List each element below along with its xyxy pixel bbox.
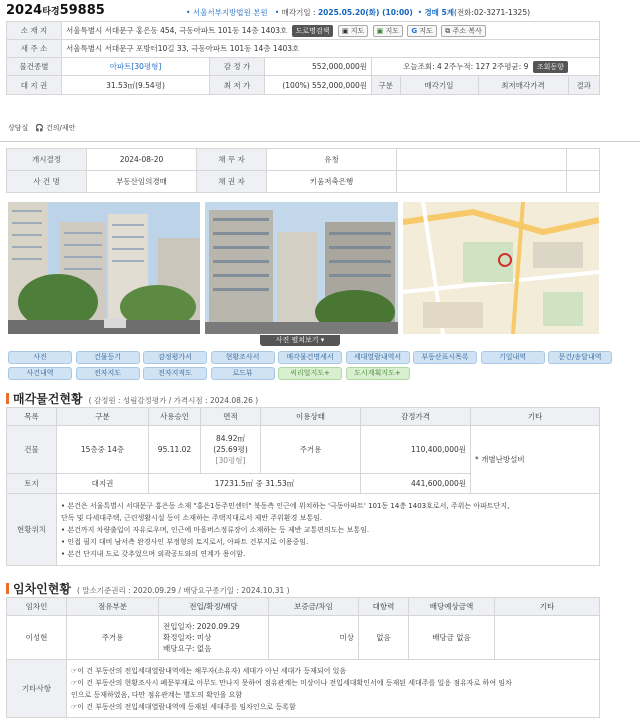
history-col-type: 구분 [372, 76, 400, 94]
map-image [403, 202, 599, 334]
area-sqm: 84.92㎡ [216, 434, 245, 443]
map-icon: ▣ [341, 26, 349, 35]
tenant-dates [159, 616, 269, 660]
case-number: 59885 [59, 3, 105, 18]
start-value: 2024-08-20 [87, 149, 197, 171]
case-value: 부동산임의경매 [87, 171, 197, 193]
tab-button[interactable]: 도시계획지도+ [346, 367, 410, 380]
tenant-opposing: 없음 [359, 616, 409, 660]
col-header: 기타 [471, 408, 600, 426]
land-row-label: 토지 [7, 474, 57, 494]
court-link[interactable]: 서울서부지방법원 본원 [192, 8, 268, 17]
map-button-3[interactable] [407, 25, 437, 37]
building-approval: 95.11.02 [149, 426, 201, 474]
divider [0, 141, 640, 142]
status-notes [57, 494, 600, 566]
tenant-name: 이성현 [7, 616, 67, 660]
col-header: 사용승인 [149, 408, 201, 426]
dept-phone: (전화:02-3271-1325) [454, 8, 531, 17]
tenant-title: 임차인현황 [13, 582, 71, 596]
new-address-label: 새 주 소 [7, 40, 62, 58]
dept: 경매 5계 [424, 8, 455, 17]
bullet-icon: • [417, 8, 423, 17]
col-header: 배당예상금액 [409, 598, 495, 616]
empty-cell [567, 171, 600, 193]
etc-note: ☞이 건 부동산의 현황조사시 폐문부재로 아무도 만나지 못하여 점유관계는 미상이나 전입세대확인서에 등재된 세대주를 일응 점유자로 하여 임차 [71, 678, 512, 687]
status-note: • 본건까지 차량출입이 자유로우며, 인근에 마을버스정류장이 소재하는 등 제반 교통편의도는 보통임. [61, 525, 370, 534]
headset-icon: 🎧 [34, 124, 44, 132]
land-value: 31.53㎡(9.54평) [62, 76, 210, 95]
info-table [6, 21, 600, 95]
building-use: 주거용 [261, 426, 361, 474]
col-header: 감정가격 [361, 408, 471, 426]
photo-1[interactable] [8, 202, 200, 334]
map-button-3-label: 지도 [419, 26, 433, 35]
empty-cell [397, 171, 567, 193]
appraisal-label: 감 정 가 [210, 58, 265, 76]
start-label: 개시결정 [7, 149, 87, 171]
table-header-row [7, 408, 600, 426]
table-row [7, 494, 600, 566]
consult-label: 상담실 [8, 124, 29, 132]
col-header: 임차인 [7, 598, 67, 616]
road-search-button[interactable]: 도로명검색 [292, 25, 334, 37]
tab-button[interactable]: 씨리얼지도+ [278, 367, 342, 380]
auction-date-label: 매각기일 : [281, 8, 316, 17]
tab-button[interactable]: 전자지적도 [143, 367, 207, 380]
tab-button[interactable]: 부동산표시목록 [413, 351, 477, 364]
tab-button[interactable]: 로드뷰 [211, 367, 275, 380]
col-header: 기타 [495, 598, 600, 616]
area-pyeong: (25.69평) [213, 445, 248, 454]
history-col-price: 최저매각가격 [478, 76, 568, 94]
building-area [201, 426, 261, 474]
map-icon: ▣ [376, 26, 384, 35]
etc-label: 기타사항 [7, 660, 67, 718]
case-type: 타경 [42, 7, 60, 17]
table-row [7, 616, 600, 660]
col-header: 전입/확정/배당 [159, 598, 269, 616]
tenant-table [6, 597, 600, 718]
status-note: • 인접 필지 대비 남서측 완경사인 부정형의 토지로서, 아파트 건부지로 이용중임. [61, 537, 309, 546]
table-header-row [7, 598, 600, 616]
empty-cell [397, 149, 567, 171]
address-text: 서울특별시 서대문구 홍은동 454, 극동아파트 101동 14층 1403호 [66, 25, 288, 35]
status-note: • 본건은 서울특별시 서대문구 홍은동 소재 "홍은1동주민센터" 북동측 인근에 위치하는 '극동아파트' 101동 14층 1403호로서, 주위는 아파트단지, [61, 501, 510, 510]
property-subtitle: ( 감정원 : 성림감정평가 / 가격시점 : 2024.08.26 ) [88, 396, 259, 405]
apartment-photo-image [8, 202, 200, 334]
history-col-result: 결과 [568, 76, 599, 94]
map-button-1[interactable] [338, 25, 368, 37]
etc-note: ☞이 건 부동산의 전입세대열람내역에는 채무자(소유자) 세대가 아닌 세대가 등재되어 있음 [71, 666, 347, 675]
table-row [7, 426, 600, 474]
fixed-date: 확정일자: 미상 [163, 633, 212, 642]
status-label: 현황위치 [7, 494, 57, 566]
land-price: 441,600,000원 [361, 474, 471, 494]
col-header: 면적 [201, 408, 261, 426]
tenant-part: 주거용 [67, 616, 159, 660]
min-price-value: (100%) 552,000,000원 [265, 76, 372, 95]
views-cell [372, 58, 600, 76]
col-header: 목록 [7, 408, 57, 426]
section-bar-icon [6, 393, 9, 404]
col-header: 대항력 [359, 598, 409, 616]
dividend-request: 배당요구: 없음 [163, 644, 212, 653]
tab-button[interactable]: 사건내역 [8, 367, 72, 380]
tab-button[interactable]: 감정평가서 [143, 351, 207, 364]
appraisal-value: 552,000,000원 [265, 58, 372, 76]
map-button-2[interactable] [373, 25, 403, 37]
tab-button[interactable]: 사진 [8, 351, 72, 364]
bullet-icon: • [274, 8, 280, 17]
min-price-label: 최 저 가 [210, 76, 265, 95]
tenant-expected: 배당금 없음 [409, 616, 495, 660]
address-copy-label: 주소 복사 [452, 26, 482, 35]
tab-button[interactable]: 기일내역 [481, 351, 545, 364]
creditor-value: 키움저축은행 [267, 171, 397, 193]
col-header: 이용상태 [261, 408, 361, 426]
map-button-2-label: 지도 [385, 26, 399, 35]
etc-note: ☞이 건 부동산의 전입세대열람내역에 등재된 세대주를 임차인으로 등록함 [71, 702, 296, 711]
photo-3[interactable] [403, 202, 599, 334]
type-value: 아파트[30평형] [62, 58, 210, 76]
debtor-value: 유청 [267, 149, 397, 171]
tab-button[interactable]: 매각물건명세서 [278, 351, 342, 364]
views-trend-button[interactable]: 조회동향 [533, 61, 568, 73]
section-bar-icon [6, 583, 9, 594]
tenant-section-title [6, 580, 290, 597]
new-address: 서울특별시 서대문구 포방터10길 33, 극동아파트 101동 14층 1403호 [62, 40, 600, 58]
property-section-title [6, 390, 258, 407]
history-header-cell [372, 76, 600, 95]
tab-button[interactable]: 전자지도 [76, 367, 140, 380]
property-table [6, 407, 600, 566]
tab-button[interactable]: 문건/송달내역 [548, 351, 612, 364]
col-header: 점유부분 [67, 598, 159, 616]
property-title: 매각물건현황 [13, 392, 83, 406]
chevron-down-icon: ▾ [320, 336, 325, 344]
creditor-label: 채 권 자 [197, 171, 267, 193]
tab-button[interactable]: 건물등기 [76, 351, 140, 364]
auction-date: 2025.05.20(화) (10:00) [317, 8, 413, 17]
history-col-date: 매각기일 [400, 76, 478, 94]
land-type: 대지권 [57, 474, 149, 494]
status-note: • 본건 단지내 도로 갖추었으며 외곽공도와의 연계가 용이함. [61, 549, 246, 558]
debtor-label: 채 무 자 [197, 149, 267, 171]
land-area: 17231.5㎡ 중 31.53㎡ [149, 474, 361, 494]
tab-button[interactable]: 현황조사서 [211, 351, 275, 364]
etc-note: 인으로 등재하였음, 다만 점유관계는 별도의 확인을 요함 [71, 690, 243, 699]
map-button-1-label: 지도 [350, 26, 365, 35]
tenant-etc [495, 616, 600, 660]
building-label: 건물 [7, 426, 57, 474]
empty-cell [567, 149, 600, 171]
tenant-subtitle: ( 말소기준권리 : 2020.09.29 / 배당요구종기일 : 2024.10.31 ) [76, 586, 290, 595]
case-label: 사 건 명 [7, 171, 87, 193]
photo-toggle-label: 사진 펼쳐보기 [275, 336, 319, 344]
history-header [372, 76, 599, 94]
google-icon: G [411, 26, 418, 35]
case-title [6, 3, 105, 18]
header-info [186, 7, 530, 18]
bullet-icon: • [186, 8, 191, 17]
tenant-deposit: 미상 [269, 616, 359, 660]
etc-notes [67, 660, 600, 718]
type-label: 물건종별 [7, 58, 62, 76]
tab-button[interactable]: 세대열람내역서 [346, 351, 410, 364]
apartment-photo-image [205, 202, 398, 334]
consult-row [8, 123, 75, 133]
building-price: 110,400,000원 [361, 426, 471, 474]
land-label: 대 지 권 [7, 76, 62, 95]
other-info: * 개별난방설비 [471, 426, 600, 494]
address-cell [62, 22, 600, 40]
views-text: 오늘조회: 4 2주누적: 127 2주평균: 9 [403, 61, 529, 71]
suggestion-link[interactable]: 건의/제안 [45, 124, 76, 132]
case-info-table [6, 148, 600, 193]
address-copy-button[interactable] [441, 25, 486, 37]
case-year: 2024 [6, 3, 43, 18]
building-type: 15층중 14층 [57, 426, 149, 474]
photo-2[interactable] [205, 202, 398, 334]
table-row [7, 660, 600, 718]
status-note: 단독 및 다세대주택, 근린생활시설 등이 소재하는 주택지대로서 제반 주위환경 보통임. [61, 513, 323, 522]
col-header: 구분 [57, 408, 149, 426]
col-header: 보증금/차임 [269, 598, 359, 616]
address-label: 소 재 지 [7, 22, 62, 40]
photo-toggle-button[interactable] [260, 335, 340, 346]
area-type: [30평형] [215, 456, 246, 465]
move-in-date: 전입일자: 2020.09.29 [163, 622, 240, 631]
copy-icon: ⧉ [445, 26, 451, 35]
